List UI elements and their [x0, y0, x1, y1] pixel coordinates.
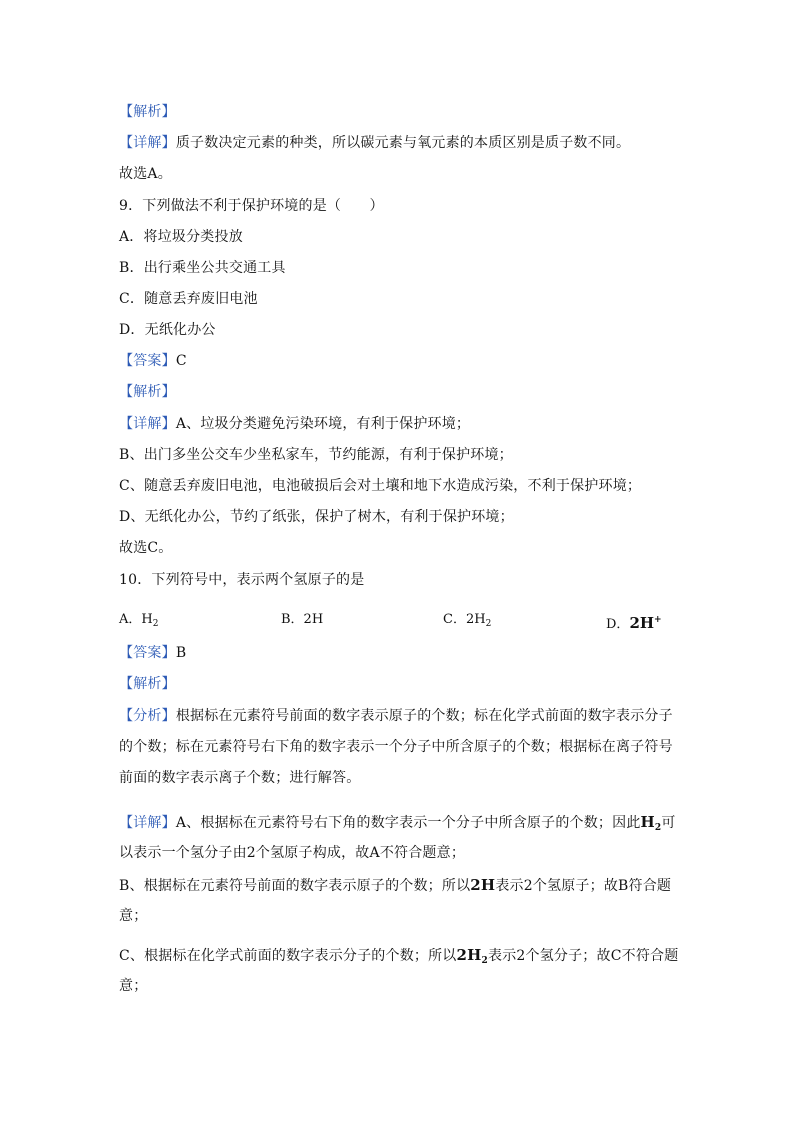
q10-option-d: D．2H+ [606, 614, 662, 632]
q9-option-b: B．出行乘坐公共交通工具 [119, 260, 286, 276]
q10-detail-c-line-1: C、根据标在化学式前面的数字表示分子的个数；所以$2H_2$表示2个氢分子；故C不符合题 [119, 946, 679, 966]
question-9-stem: 9．下列做法不利于保护环境的是（ ） [119, 198, 384, 214]
q10-answer: 【答案】B [119, 645, 187, 661]
formula-h2: $H_2$ [640, 813, 662, 833]
formula-2h2: $2H_2$ [456, 946, 488, 966]
q10-detail-a-line-2: 以表示一个氢分子由2个氢原子构成，故A不符合题意； [119, 845, 466, 861]
q9-detail-line-3: C、随意丢弃废旧电池，电池破损后会对土壤和地下水造成污染，不利于保护环境； [119, 478, 642, 494]
formula-2h: 2H [470, 876, 496, 894]
q10-detail-b-line-2: 意； [119, 908, 148, 924]
q9-answer: 【答案】C [119, 353, 187, 369]
q9-detail-line-1: 【详解】A、垃圾分类避免污染环境，有利于保护环境； [119, 416, 471, 432]
detail-paragraph-1: 【详解】质子数决定元素的种类，所以碳元素与氧元素的本质区别是质子数不同。 [119, 135, 631, 151]
q10-analysis-line-3: 前面的数字表示离子个数；进行解答。 [119, 770, 361, 786]
question-10-stem: 10．下列符号中，表示两个氢原子的是 [119, 572, 365, 588]
q9-detail-line-2: B、出门多坐公交车少坐私家车，节约能源，有利于保护环境； [119, 447, 513, 463]
q9-detail-line-4: D、无纸化办公，节约了纸张，保护了树木，有利于保护环境； [119, 509, 514, 525]
q10-detail-c-line-2: 意； [119, 978, 148, 994]
q9-analysis-heading: 【解析】 [119, 384, 176, 400]
q9-option-c: C．随意丢弃废旧电池 [119, 291, 258, 307]
q9-option-a: A．将垃圾分类投放 [119, 229, 243, 245]
q10-analysis-line-2: 的个数；标在元素符号右下角的数字表示一个分子中所含原子的个数；根据标在离子符号 [119, 739, 673, 755]
q10-option-c: C．$2H_2$ [443, 612, 492, 629]
q10-option-a: A．$H_2$ [119, 612, 159, 629]
q10-analysis-line-1: 【分析】根据标在元素符号前面的数字表示原子的个数；标在化学式前面的数字表示分子 [119, 708, 673, 724]
q10-detail-a-line-1: 【详解】A、根据标在元素符号右下角的数字表示一个分子中所含原子的个数；因此$H_2$可 [119, 813, 676, 833]
q10-analysis-heading: 【解析】 [119, 676, 176, 692]
choose-line-1: 故选A。 [119, 166, 172, 182]
q10-detail-b-line-1: B、根据标在元素符号前面的数字表示原子的个数；所以2H表示2个氢原子；故B符合题 [119, 876, 672, 894]
q9-choose: 故选C。 [119, 540, 173, 556]
analysis-heading-1: 【解析】 [119, 104, 176, 120]
q10-option-b: B．2H [281, 612, 324, 627]
q9-option-d: D．无纸化办公 [119, 322, 216, 338]
